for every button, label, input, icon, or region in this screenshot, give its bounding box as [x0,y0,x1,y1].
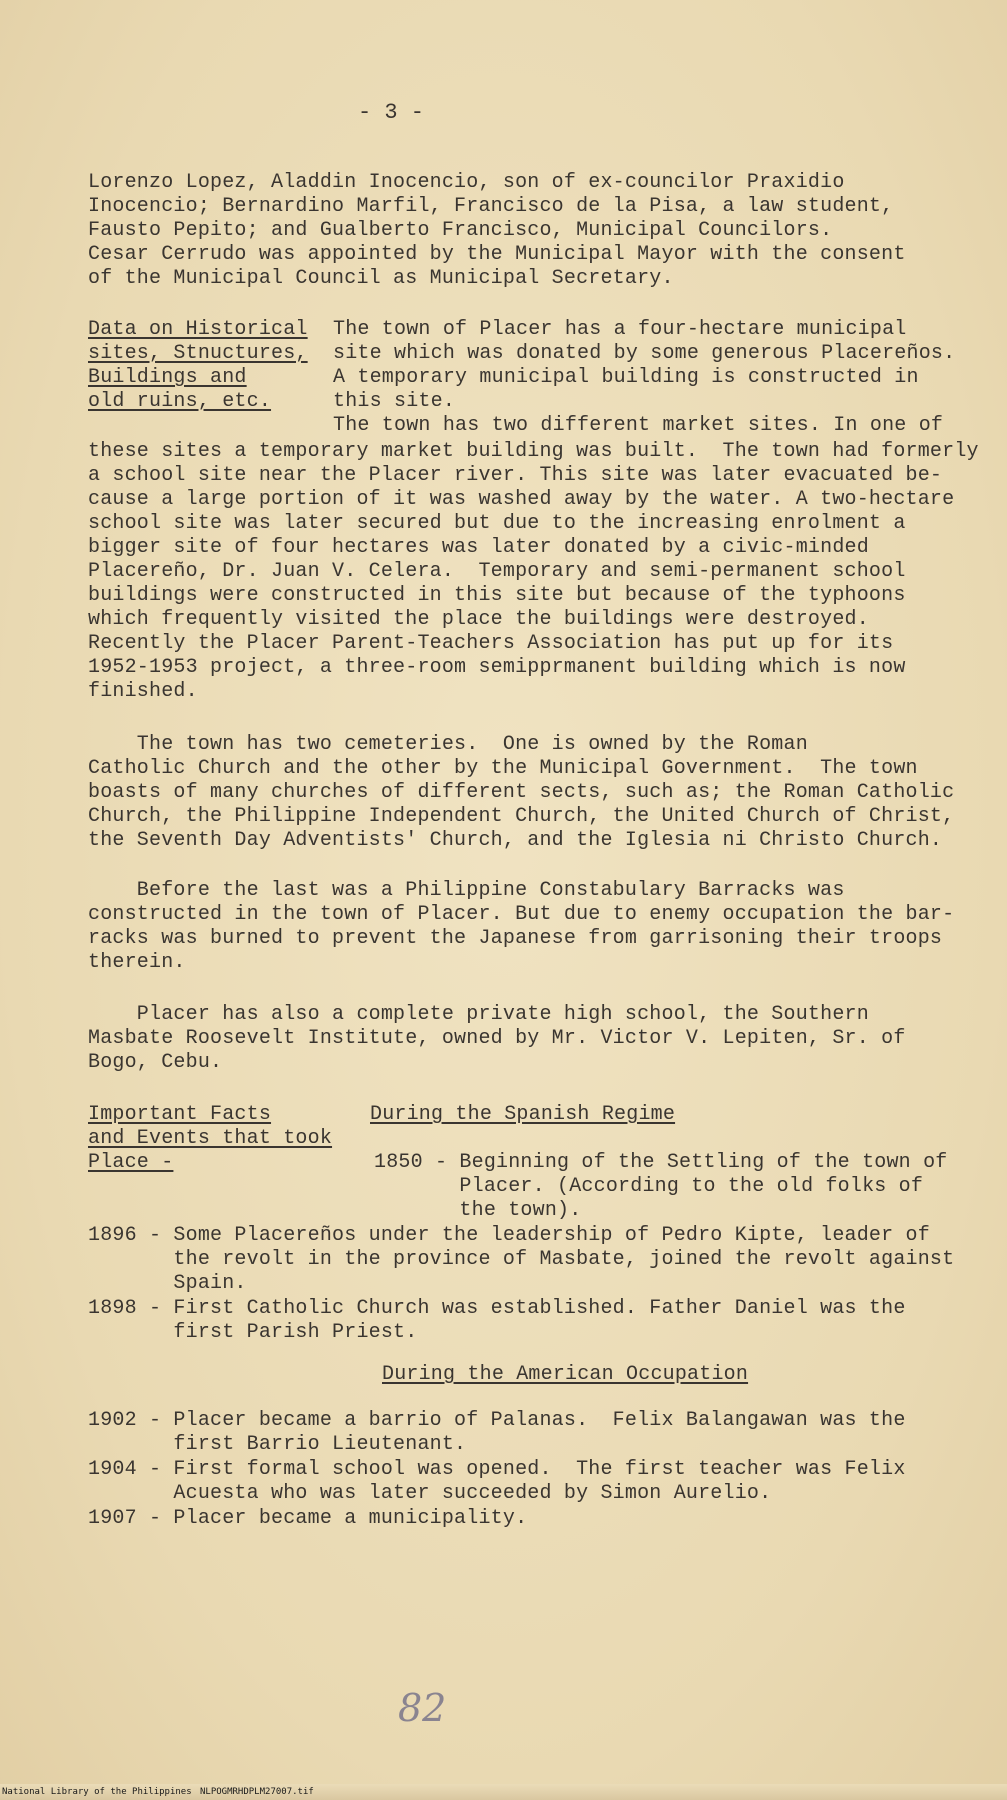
heading-line: Place - [88,1151,174,1174]
text-line: A temporary municipal building is constructed in [333,366,919,389]
heading-line: Data on Historical [88,318,308,341]
text-line: boasts of many churches of different sects, such as; the Roman Catholic [88,781,955,804]
text-line: of the Municipal Council as Municipal Secretary. [88,267,674,290]
text-line: 1898 - First Catholic Church was established. Father Daniel was the [88,1297,906,1320]
text-line: 1907 - Placer became a municipality. [88,1507,528,1530]
heading-line: Buildings and [88,366,247,389]
text-line: Cesar Cerrudo was appointed by the Municipal Mayor with the consent [88,243,906,266]
text-line: Recently the Placer Parent-Teachers Association has put up for its [88,632,894,655]
text-line: cause a large portion of it was washed away by the water. A two-hectare [88,488,955,511]
text-line: the town). [374,1199,582,1222]
text-line: Fausto Pepito; and Gualberto Francisco, Municipal Councilors. [88,219,833,242]
text-line: Bogo, Cebu. [88,1051,223,1074]
text-line: therein. [88,951,186,974]
text-line: buildings were constructed in this site but because of the typhoons [88,584,906,607]
text-line: the revolt in the province of Masbate, joined the revolt against [88,1248,955,1271]
american-occupation-heading: During the American Occupation [382,1363,749,1386]
text-line: this site. [333,390,456,413]
text-line: Placer. (According to the old folks of [374,1175,924,1198]
text-line: Church, the Philippine Independent Church, the United Church of Christ, [88,805,955,828]
text-line: constructed in the town of Placer. But due to enemy occupation the bar- [88,903,955,926]
text-line: finished. [88,680,198,703]
text-line: which frequently visited the place the buildings were destroyed. [88,608,869,631]
spanish-regime-heading: During the Spanish Regime [370,1103,676,1126]
heading-line: sites, Stnuctures, [88,342,308,365]
text-line: 1952-1953 project, a three-room semipprmanent building which is now [88,656,906,679]
text-line: Masbate Roosevelt Institute, owned by Mr. Victor V. Lepiten, Sr. of [88,1027,906,1050]
heading-line: old ruins, etc. [88,390,272,413]
text-line: Before the last was a Philippine Constabulary Barracks was [88,879,845,902]
text-line: site which was donated by some generous Placereños. [333,342,956,365]
text-line: Placereño, Dr. Juan V. Celera. Temporary and semi-permanent school [88,560,906,583]
heading-line: and Events that took [88,1127,333,1150]
text-line: the Seventh Day Adventists' Church, and the Iglesia ni Christo Church. [88,829,943,852]
text-line: Catholic Church and the other by the Municipal Government. The town [88,757,918,780]
text-line: Inocencio; Bernardino Marfil, Francisco de la Pisa, a law student, [88,195,894,218]
footer-source: National Library of the Philippines [2,1787,192,1797]
text-line: 1896 - Some Placereños under the leadership of Pedro Kipte, leader of [88,1224,930,1247]
text-line: first Barrio Lieutenant. [88,1433,467,1456]
text-line: The town of Placer has a four-hectare municipal [333,318,907,341]
text-line: 1850 - Beginning of the Settling of the town of [374,1151,948,1174]
heading-line: Important Facts [88,1103,272,1126]
text-line: Placer has also a complete private high school, the Southern [88,1003,869,1026]
text-line: racks was burned to prevent the Japanese from garrisoning their troops [88,927,943,950]
scan-footer [0,1786,1007,1798]
handwritten-page-note: 82 [398,1686,447,1730]
text-line: The town has two cemeteries. One is owned by the Roman [88,733,808,756]
text-line: 1904 - First formal school was opened. The first teacher was Felix [88,1458,906,1481]
text-line: Spain. [88,1272,247,1295]
text-line: Lorenzo Lopez, Aladdin Inocencio, son of ex-councilor Praxidio [88,171,845,194]
text-line: school site was later secured but due to the increasing enrolment a [88,512,906,535]
text-line: first Parish Priest. [88,1321,418,1344]
text-line: The town has two different market sites. In one of [333,414,944,437]
text-line: a school site near the Placer river. This site was later evacuated be- [88,464,943,487]
text-line: Acuesta who was later succeeded by Simon Aurelio. [88,1482,772,1505]
text-line: 1902 - Placer became a barrio of Palanas. Felix Balangawan was the [88,1409,906,1432]
text-line: these sites a temporary market building was built. The town had formerly [88,440,979,463]
text-line: bigger site of four hectares was later donated by a civic-minded [88,536,869,559]
page-number: - 3 - [358,100,425,125]
footer-filename: NLPOGMRHDPLM27007.tif [200,1787,314,1797]
